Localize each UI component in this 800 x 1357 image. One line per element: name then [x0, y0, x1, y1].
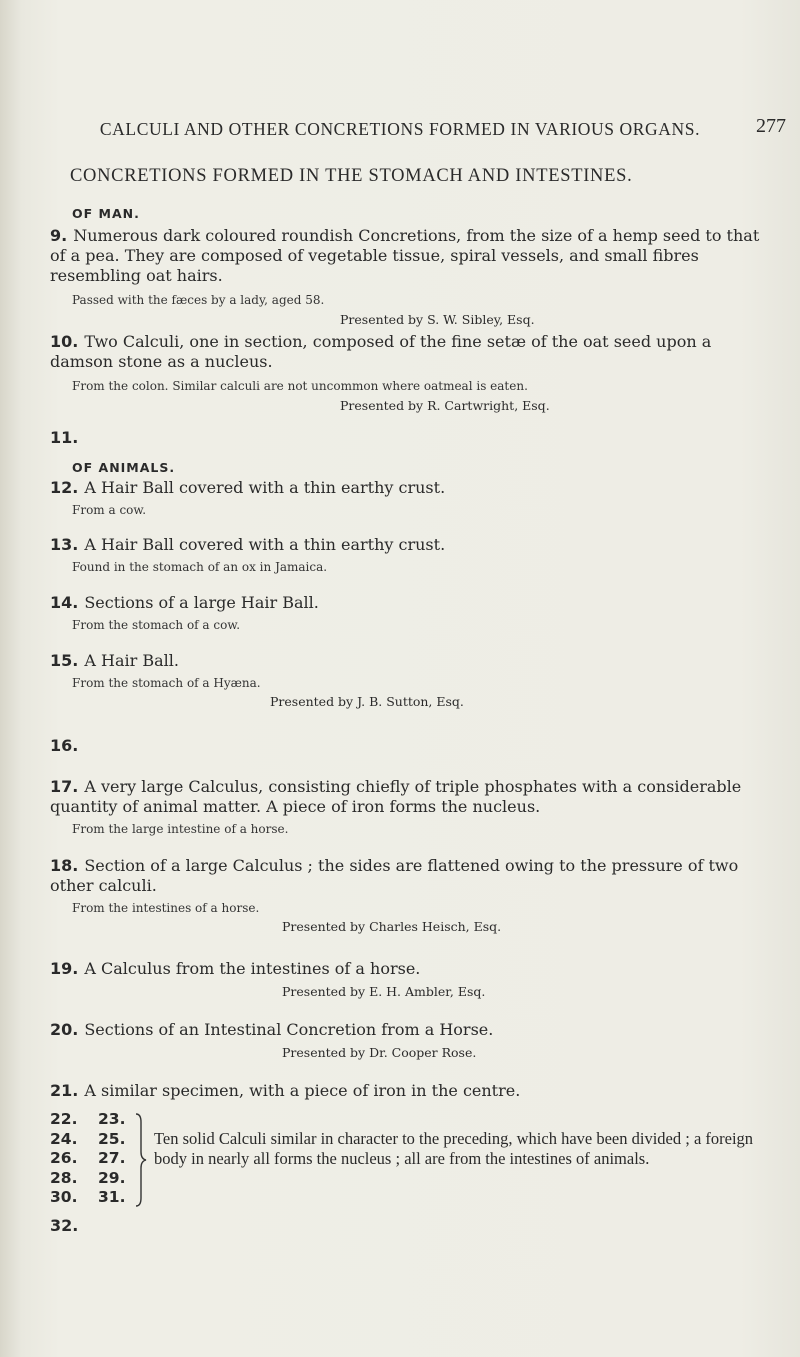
- subhead-animals: OF ANIMALS.: [72, 460, 176, 475]
- entry-18: [50, 856, 770, 935]
- presented-by: Presented by E. H. Ambler, Esq.: [282, 984, 486, 999]
- entry-number: 9.: [50, 226, 68, 245]
- entry-note: From the intestines of a horse.: [72, 901, 260, 915]
- entry-number: 17.: [50, 777, 79, 796]
- section-title: CONCRETIONS FORMED IN THE STOMACH AND INTESTINES.: [70, 166, 633, 186]
- entry-text: A Hair Ball.: [84, 651, 179, 670]
- presented-by: Presented by Dr. Cooper Rose.: [282, 1045, 477, 1060]
- entry-note: From the colon. Similar calculi are not uncommon where oatmeal is eaten.: [72, 379, 528, 393]
- group-number: 25.: [98, 1129, 126, 1148]
- bracketed-group-22-31: [50, 1110, 780, 1240]
- entry-12: [50, 478, 770, 518]
- group-number: 27.: [98, 1149, 126, 1167]
- entry-text: A Hair Ball covered with a thin earthy crust.: [84, 535, 446, 554]
- entry-32-number: 32.: [50, 1216, 79, 1235]
- entry-20: [50, 1020, 770, 1061]
- group-number: 22.: [50, 1110, 78, 1128]
- presented-by: Presented by Charles Heisch, Esq.: [282, 919, 502, 934]
- group-number: 26.: [50, 1149, 78, 1167]
- page-number: 277: [756, 115, 786, 137]
- entry-number: 15.: [50, 651, 79, 670]
- entry-number: 13.: [50, 535, 79, 554]
- entry-number: 21.: [50, 1081, 79, 1100]
- entry-13: [50, 535, 770, 575]
- entry-text: Sections of a large Hair Ball.: [84, 593, 319, 612]
- entry-number: 14.: [50, 593, 79, 612]
- entry-17: [50, 777, 770, 837]
- right-brace-icon: [134, 1112, 148, 1208]
- group-description: Ten solid Calculi similar in character to the preceding, which have been divided ; a foreign body in nearly all forms the nucleus ; all are from the intestines of animals.: [154, 1129, 754, 1168]
- entry-text: Section of a large Calculus ; the sides are flattened owing to the pressure of two other calculi.: [50, 856, 739, 895]
- presented-by: Presented by S. W. Sibley, Esq.: [340, 312, 535, 327]
- entry-note: From a cow.: [72, 503, 147, 517]
- entry-11-number: 11.: [50, 428, 79, 447]
- entry-number: 18.: [50, 856, 79, 875]
- entry-15: [50, 651, 770, 710]
- entry-note: Passed with the fæces by a lady, aged 58.: [72, 293, 325, 307]
- presented-by: Presented by R. Cartwright, Esq.: [340, 398, 550, 413]
- entry-number: 20.: [50, 1020, 79, 1039]
- entry-text: A Hair Ball covered with a thin earthy crust.: [84, 478, 446, 497]
- running-head-text: CALCULI AND OTHER CONCRETIONS FORMED IN VARIOUS ORGANS.: [99, 119, 701, 139]
- group-number: 30.: [50, 1188, 78, 1206]
- group-number: 23.: [98, 1110, 126, 1128]
- entry-10: [50, 332, 770, 414]
- entry-note: From the large intestine of a horse.: [72, 822, 289, 836]
- group-left-numbers: [50, 1110, 77, 1208]
- entry-text: A very large Calculus, consisting chiefly of triple phosphates with a considerable quantity of animal matter. A piece of iron forms the nucleus.: [50, 777, 742, 816]
- entry-16-number: 16.: [50, 736, 79, 755]
- subhead-man: OF MAN.: [72, 206, 140, 221]
- entry-9: [50, 226, 770, 328]
- entry-text: Numerous dark coloured roundish Concretions, from the size of a hemp seed to that of a pea. They are composed of vegetable tissue, spiral vessels, and small fibres resembling oat hairs.: [50, 226, 760, 285]
- entry-21: [50, 1081, 770, 1101]
- entry-note: From the stomach of a cow.: [72, 618, 241, 632]
- group-number: 31.: [98, 1188, 126, 1206]
- running-head: [0, 115, 800, 140]
- entry-number: 12.: [50, 478, 79, 497]
- entry-text: Sections of an Intestinal Concretion from a Horse.: [84, 1020, 494, 1039]
- entry-text: A Calculus from the intestines of a horse.: [84, 959, 421, 978]
- entry-note: Found in the stomach of an ox in Jamaica.: [72, 560, 328, 574]
- group-number: 24.: [50, 1129, 78, 1148]
- entry-number: 10.: [50, 332, 79, 351]
- entry-19: [50, 959, 770, 1000]
- entry-14: [50, 593, 770, 633]
- group-number: 28.: [50, 1168, 78, 1187]
- entry-text: Two Calculi, one in section, composed of the fine setæ of the oat seed upon a damson stone as a nucleus.: [50, 332, 712, 371]
- group-number: 29.: [98, 1168, 126, 1187]
- entry-note: From the stomach of a Hyæna.: [72, 676, 261, 690]
- presented-by: Presented by J. B. Sutton, Esq.: [270, 694, 464, 709]
- entry-text: A similar specimen, with a piece of iron in the centre.: [84, 1081, 521, 1100]
- group-right-numbers: [98, 1110, 125, 1208]
- entry-number: 19.: [50, 959, 79, 978]
